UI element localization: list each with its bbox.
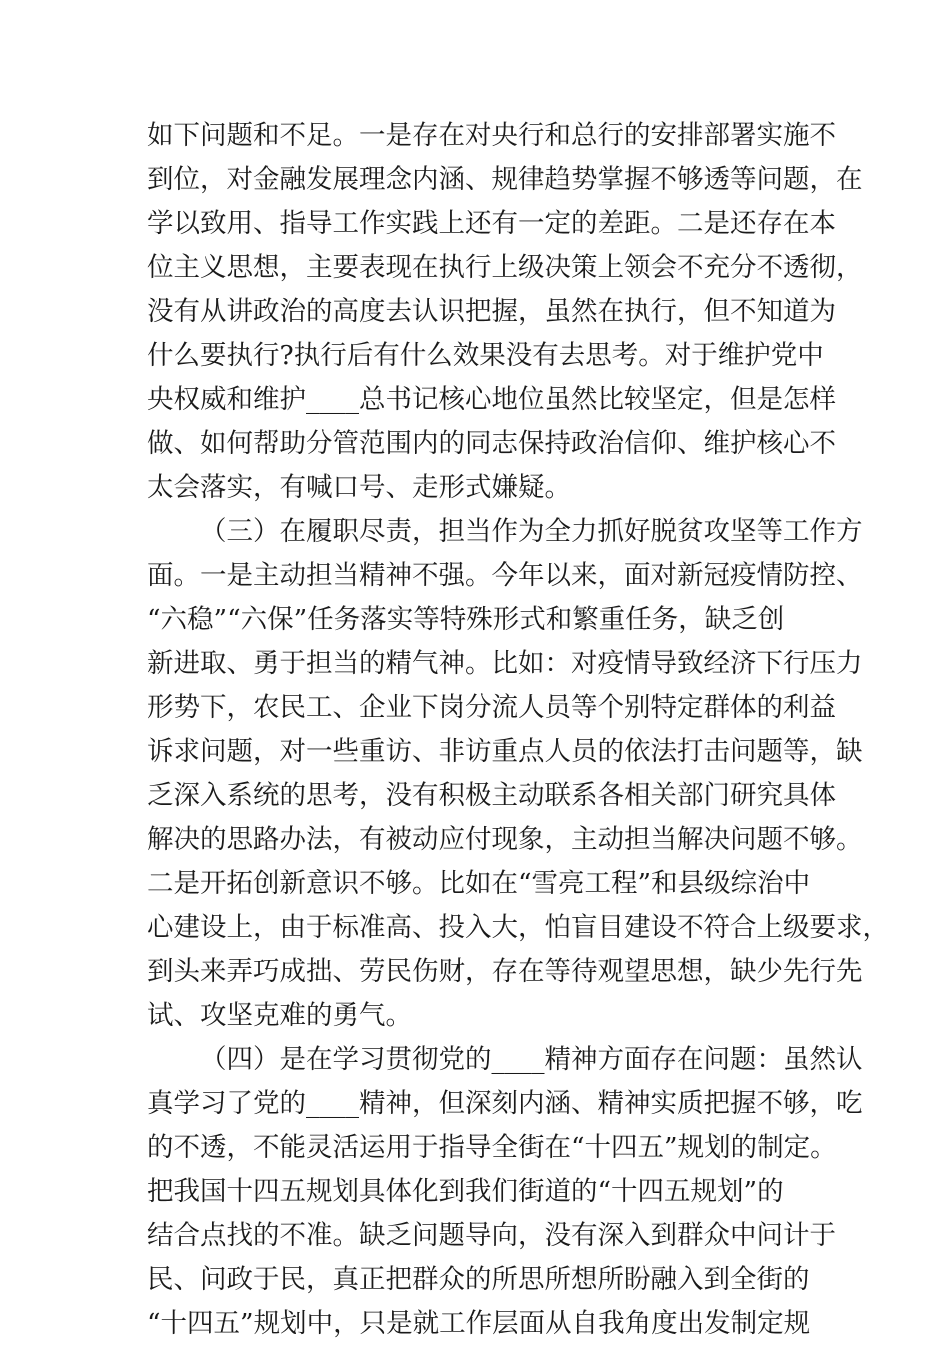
text-line: 心建设上，由于标准高、投入大，怕盲目建设不符合上级要求，	[147, 912, 889, 943]
text-line: 央权威和维护____总书记核心地位虽然比较坚定，但是怎样	[147, 384, 836, 415]
text-line: 的不透，不能灵活运用于指导全街在“十四五”规划的制定。	[147, 1132, 837, 1163]
text-line: 到头来弄巧成拙、劳民伤财，存在等待观望思想，缺少先行先	[147, 956, 863, 987]
text-line: 太会落实，有喊口号、走形式嫌疑。	[147, 472, 571, 503]
text-line: 试、攻坚克难的勇气。	[147, 1000, 412, 1031]
text-line: 位主义思想，主要表现在执行上级决策上领会不充分不透彻，	[147, 252, 863, 283]
text-line: 到位，对金融发展理念内涵、规律趋势掌握不够透等问题，在	[147, 164, 863, 195]
text-line: 解决的思路办法，有被动应付现象，主动担当解决问题不够。	[147, 824, 863, 855]
text-line: 把我国十四五规划具体化到我们街道的“十四五规划”的	[147, 1176, 784, 1207]
text-line: 形势下，农民工、企业下岗分流人员等个别特定群体的利益	[147, 692, 836, 723]
text-line: 诉求问题，对一些重访、非访重点人员的依法打击问题等，缺	[147, 736, 863, 767]
text-line: 新进取、勇于担当的精气神。比如：对疫情导致经济下行压力	[147, 648, 863, 679]
text-line: 民、问政于民，真正把群众的所思所想所盼融入到全街的	[147, 1264, 810, 1295]
text-line: 二是开拓创新意识不够。比如在“雪亮工程”和县级综治中	[147, 868, 811, 899]
text-line: 结合点找的不准。缺乏问题导向，没有深入到群众中问计于	[147, 1220, 836, 1251]
paragraph-heading-4: （四）是在学习贯彻党的____精神方面存在问题：虽然认	[200, 1044, 863, 1075]
text-line: 做、如何帮助分管范围内的同志保持政治信仰、维护核心不	[147, 428, 836, 459]
text-line: “六稳”“六保”任务落实等特殊形式和繁重任务，缺乏创	[147, 604, 785, 635]
text-line: 学以致用、指导工作实践上还有一定的差距。二是还存在本	[147, 208, 836, 239]
text-line: 真学习了党的____精神，但深刻内涵、精神实质把握不够，吃	[147, 1088, 863, 1119]
text-line: “十四五”规划中，只是就工作层面从自我角度出发制定规	[147, 1308, 811, 1339]
text-line: 乏深入系统的思考，没有积极主动联系各相关部门研究具体	[147, 780, 836, 811]
text-line: 没有从讲政治的高度去认识把握，虽然在执行，但不知道为	[147, 296, 836, 327]
text-line: 如下问题和不足。一是存在对央行和总行的安排部署实施不	[147, 120, 836, 151]
paragraph-heading-3: （三）在履职尽责，担当作为全力抓好脱贫攻坚等工作方	[200, 516, 863, 547]
text-line: 什么要执行?执行后有什么效果没有去思考。对于维护党中	[147, 340, 824, 371]
text-line: 面。一是主动担当精神不强。今年以来，面对新冠疫情防控、	[147, 560, 863, 591]
